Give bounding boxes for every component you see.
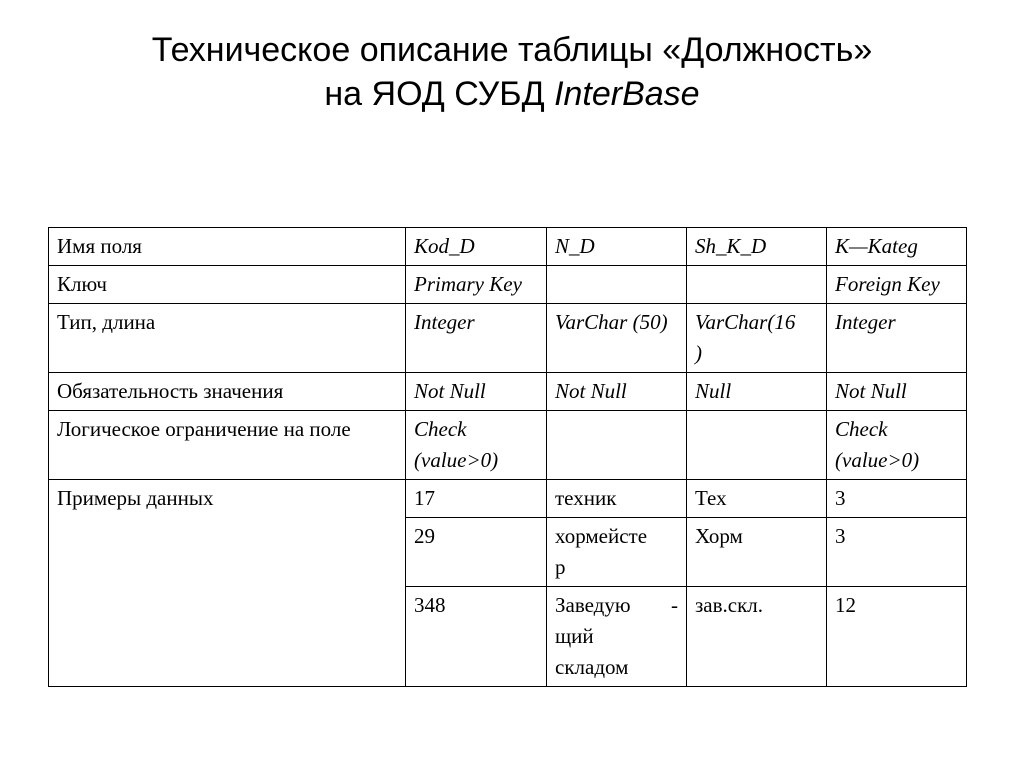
cell-example-3-sh-k-d: зав.скл. — [687, 587, 827, 687]
slide-title — [0, 28, 1024, 116]
cell-example-3-kod-d: 348 — [406, 587, 547, 687]
cell-example-2-n-d — [547, 518, 687, 587]
row-label-required: Обязательность значения — [49, 373, 406, 411]
cell-example-1-kod-d: 17 — [406, 480, 547, 518]
cell-example-3-n-d-hyphen: - — [671, 593, 678, 617]
cell-example-3-k-kateg: 12 — [827, 587, 967, 687]
cell-constraint-n-d — [547, 411, 687, 480]
row-label-field-name: Имя поля — [49, 228, 406, 266]
cell-required-kod-d: Not Null — [406, 373, 547, 411]
table-row-type — [49, 304, 967, 373]
cell-example-2-n-d-line-1: хормейсте — [555, 524, 648, 548]
cell-key-kod-d: Primary Key — [406, 266, 547, 304]
cell-example-3-n-d — [547, 587, 687, 687]
cell-example-3-n-d-line-2: щий — [555, 624, 594, 648]
col-header-k-kateg: K—Kateg — [827, 228, 967, 266]
cell-example-2-n-d-line-2: р — [555, 555, 566, 579]
col-header-n-d: N_D — [547, 228, 687, 266]
table-row-constraint — [49, 411, 967, 480]
cell-type-kod-d: Integer — [406, 304, 547, 373]
cell-example-1-k-kateg: 3 — [827, 480, 967, 518]
cell-example-1-n-d: техник — [547, 480, 687, 518]
cell-required-n-d: Not Null — [547, 373, 687, 411]
cell-type-sh-k-d-line-1: VarChar(16 — [695, 310, 796, 334]
row-label-constraint: Логическое ограничение на поле — [49, 411, 406, 480]
title-line-2-prefix: на ЯОД СУБД — [324, 75, 555, 113]
cell-constraint-sh-k-d — [687, 411, 827, 480]
row-label-examples: Примеры данных — [49, 480, 406, 687]
cell-type-k-kateg: Integer — [827, 304, 967, 373]
cell-constraint-k-kateg: Check (value>0) — [827, 411, 967, 480]
cell-key-k-kateg: Foreign Key — [827, 266, 967, 304]
cell-key-sh-k-d — [687, 266, 827, 304]
cell-example-2-sh-k-d: Хорм — [687, 518, 827, 587]
table-row-field-names — [49, 228, 967, 266]
cell-constraint-kod-d: Check (value>0) — [406, 411, 547, 480]
table-row-example-1 — [49, 480, 967, 518]
field-spec-table — [48, 227, 967, 687]
table-row-required — [49, 373, 967, 411]
title-line-1: Техническое описание таблицы «Должность» — [151, 31, 873, 69]
cell-example-2-kod-d: 29 — [406, 518, 547, 587]
col-header-kod-d: Kod_D — [406, 228, 547, 266]
col-header-sh-k-d: Sh_K_D — [687, 228, 827, 266]
title-dbms-name: InterBase — [554, 75, 700, 113]
cell-example-3-n-d-word-1: Заведую — [555, 593, 631, 617]
cell-example-3-n-d-line-1 — [555, 590, 678, 621]
cell-example-1-sh-k-d: Тех — [687, 480, 827, 518]
cell-example-2-k-kateg: 3 — [827, 518, 967, 587]
cell-required-k-kateg: Not Null — [827, 373, 967, 411]
cell-type-sh-k-d-line-2: ) — [695, 341, 702, 365]
row-label-type: Тип, длина — [49, 304, 406, 373]
cell-type-n-d: VarChar (50) — [547, 304, 687, 373]
table-row-key — [49, 266, 967, 304]
cell-type-sh-k-d — [687, 304, 827, 373]
cell-key-n-d — [547, 266, 687, 304]
cell-example-3-n-d-line-3: складом — [555, 655, 629, 679]
cell-required-sh-k-d: Null — [687, 373, 827, 411]
title-line-2 — [0, 72, 1024, 116]
row-label-key: Ключ — [49, 266, 406, 304]
